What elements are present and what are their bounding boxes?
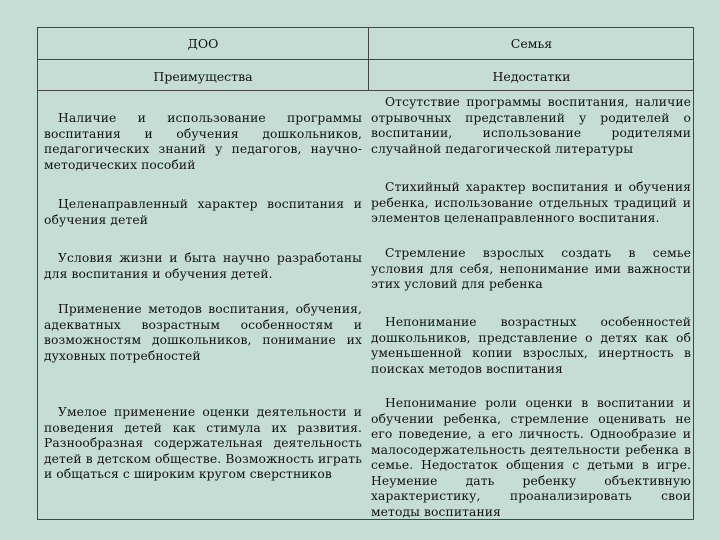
row-1-disadvantage: Отсутствие программы воспитания, наличие отрывочных представлений у родителей о воспитании, использование родителями случайной педагогической литературы xyxy=(371,95,691,156)
header-divider xyxy=(38,59,693,60)
row-4-disadvantage: Непонимание возрастных особенностей дошкольников, представление о детях как об уменьшенной копии взрослых, инертность в поисках методов воспитания xyxy=(371,315,691,376)
subheader-advantages: Преимущества xyxy=(153,69,253,84)
row-3-advantage: Условия жизни и быта научно разработаны для воспитания и обучения детей. xyxy=(44,251,362,281)
row-5-disadvantage: Непонимание роли оценки в воспитании и обучении ребенка, стремление оценивать не его поведение, а его личность. Однообразие и малосодержательность деятельности ребенка в семье. Недостаток общения с детьми в игре. Неумение дать ребенку объективную характеристику, проанализировать свои методы воспитания xyxy=(371,396,691,519)
subheader-disadvantages: Недостатки xyxy=(492,69,571,84)
column-header-family: Семья xyxy=(510,36,553,51)
column-header-doo: ДОО xyxy=(187,36,219,51)
row-2-disadvantage: Стихийный характер воспитания и обучения ребенка, использование отдельных традиций и элементов целенаправленного воспитания. xyxy=(371,180,691,225)
row-5-advantage: Умелое применение оценки деятельности и поведения детей как стимула их развития. Разнообразная содержательная деятельность детей в детском обществе. Возможность играть и общаться с широким кругом сверстников xyxy=(44,405,362,481)
row-2-advantage: Целенаправленный характер воспитания и обучения детей xyxy=(44,197,362,227)
row-1-advantage: Наличие и использование программы воспитания и обучения дошкольников, педагогических знаний у педагогов, научно-методических пособий xyxy=(44,111,362,172)
row-4-advantage: Применение методов воспитания, обучения, адекватных возрастным особенностям и возможностям дошкольников, понимание их духовных потребностей xyxy=(44,302,362,363)
row-3-disadvantage: Стремление взрослых создать в семье условия для себя, непонимание ими важности этих условий для ребенка xyxy=(371,246,691,291)
subheader-divider xyxy=(38,90,693,91)
